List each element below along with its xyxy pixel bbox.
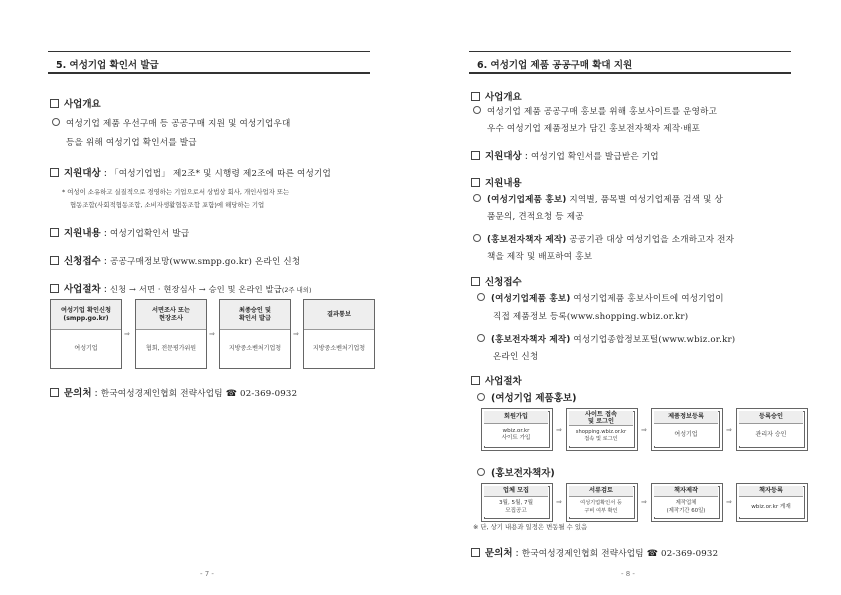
square-bullet-icon [50,284,59,293]
ebook-step-1: 업체 모집 3월, 5월, 7월 모집공고 [481,483,553,522]
flow-step-2: 서면조사 또는 현장조사 협회, 전문평가위원 [135,299,207,369]
header-rule-top [48,51,370,52]
phone-icon: ☎ [225,389,237,399]
square-bullet-icon [471,277,480,286]
square-bullet-icon [50,256,59,265]
square-bullet-icon [50,388,59,397]
flow2-label: (홍보전자책자) [477,465,555,479]
square-bullet-icon [50,99,59,108]
promo-step-3: 제품정보등록 여성기업 [651,408,723,451]
header-rule-top [469,51,791,52]
apply-heading: 신청접수 : 공공구매정보망(www.smpp.go.kr) 온라인 신청 [50,253,300,267]
header-rule-bottom [469,72,791,74]
circle-bullet-icon [473,194,481,202]
section-title: 6. 여성기업 제품 공공구매 확대 지원 [477,60,633,71]
overview-heading: 사업개요 [471,89,522,103]
arrow-icon: ⇒ [556,498,562,506]
square-bullet-icon [471,548,480,557]
section-title: 5. 여성기업 확인서 발급 [56,60,159,71]
flow-step-1: 여성기업 확인신청 (smpp.go.kr) 여성기업 [50,299,122,369]
circle-bullet-icon [473,106,481,114]
page-number: - 7 - [200,570,214,578]
square-bullet-icon [50,168,59,177]
overview-line1: 여성기업 제품 공공구매 홍보를 위해 홍보사이트를 운영하고 [473,105,717,117]
circle-bullet-icon [477,468,485,476]
arrow-icon: ⇒ [641,498,647,506]
procedure-heading: 사업절차 [471,373,522,387]
content-item2-line2: 책을 제작 및 배포하여 홍보 [487,252,593,262]
promo-step-1: 회원가입 wbiz.or.kr 사이트 가입 [481,408,553,451]
square-bullet-icon [471,151,480,160]
square-bullet-icon [50,228,59,237]
content-item1-line2: 품문의, 견적요청 등 제공 [487,212,584,222]
square-bullet-icon [471,92,480,101]
procedure-heading: 사업절차 : 신청 → 서면 · 현장심사 → 승인 및 온라인 발급(2주 내외) [50,281,311,295]
contact-line: 문의처 : 한국여성경제인협회 전략사업팀 ☎ 02-369-0932 [471,545,718,559]
arrow-icon: ⇒ [641,426,647,434]
ebook-step-4: 책자등록 wbiz.or.kr 게재 [736,483,808,522]
arrow-icon: ⇒ [124,330,130,338]
apply-heading: 신청접수 [471,274,522,288]
overview-line2: 등을 위해 여성기업 확인서를 발급 [66,138,197,148]
flow-step-3: 최종승인 및 확인서 발급 지방중소벤처기업청 [219,299,291,369]
page-left [0,0,420,595]
apply-item1-line2: 직접 제품정보 등록(www.shopping.wbiz.or.kr) [493,312,689,322]
page-right [421,0,841,595]
square-bullet-icon [471,178,480,187]
content-item2: (홍보전자책자 제작) 공공기관 대상 여성기업을 소개하고자 전자 [473,233,734,245]
circle-bullet-icon [477,334,485,342]
circle-bullet-icon [477,393,485,401]
overview-line2: 우수 여성기업 제품정보가 담긴 홍보전자책자 제작·배포 [487,124,701,134]
target-heading: 지원대상 : 여성기업 확인서를 발급받은 기업 [471,148,659,162]
arrow-icon: ⇒ [726,498,732,506]
circle-bullet-icon [473,234,481,242]
header-rule-bottom [48,72,370,74]
arrow-icon: ⇒ [556,426,562,434]
arrow-icon: ⇒ [726,426,732,434]
apply-item2-line2: 온라인 신청 [493,352,539,362]
overview-line1: 여성기업 제품 우선구매 등 공공구매 지원 및 여성기업우대 [52,117,291,129]
content-heading: 지원내용 [471,175,522,189]
content-item1: (여성기업제품 홍보) 지역별, 품목별 여성기업제품 검색 및 상 [473,193,723,205]
apply-item2: (홍보전자책자 제작) 여성기업종합정보포털(www.wbiz.or.kr) [477,333,735,345]
target-note-line2: 협동조합(사회적협동조합, 소비자생활협동조합 포함)에 해당하는 기업 [70,201,265,209]
flow-step-4: 결과통보 지방중소벤처기업청 [303,299,375,369]
apply-item1: (여성기업제품 홍보) 여성기업제품 홍보사이트에 여성기업이 [477,292,724,304]
arrow-icon: ⇒ [293,330,299,338]
ebook-step-2: 서류검토 여성기업확인서 등 구비 여부 확인 [566,483,638,522]
flow1-label: (여성기업 제품홍보) [477,390,576,404]
overview-heading: 사업개요 [50,96,101,110]
contact-line: 문의처 : 한국여성경제인협회 전략사업팀 ☎ 02-369-0932 [50,385,297,399]
page-number: - 8 - [621,570,635,578]
promo-step-4: 등록승인 관리자 승인 [736,408,808,451]
content-heading: 지원내용 : 여성기업확인서 발급 [50,225,189,239]
square-bullet-icon [471,376,480,385]
circle-bullet-icon [52,118,60,126]
promo-step-2: 사이트 접속 및 로그인 shopping.wbiz.or.kr 접속 및 로그인 [566,408,638,451]
circle-bullet-icon [477,293,485,301]
phone-icon: ☎ [646,549,658,559]
ebook-step-3: 책자제작 제작업체 (제작기간 60일) [651,483,723,522]
target-note-line1: * 여성이 소유하고 실질적으로 경영하는 기업으로서 상법상 회사, 개인사업자 또는 [62,188,290,196]
target-heading: 지원대상 : 「여성기업법」 제2조* 및 시행령 제2조에 따른 여성기업 [50,165,331,179]
arrow-icon: ⇒ [209,330,215,338]
schedule-note: ※ 단, 상기 내용과 일정은 변동될 수 있음 [473,523,588,531]
